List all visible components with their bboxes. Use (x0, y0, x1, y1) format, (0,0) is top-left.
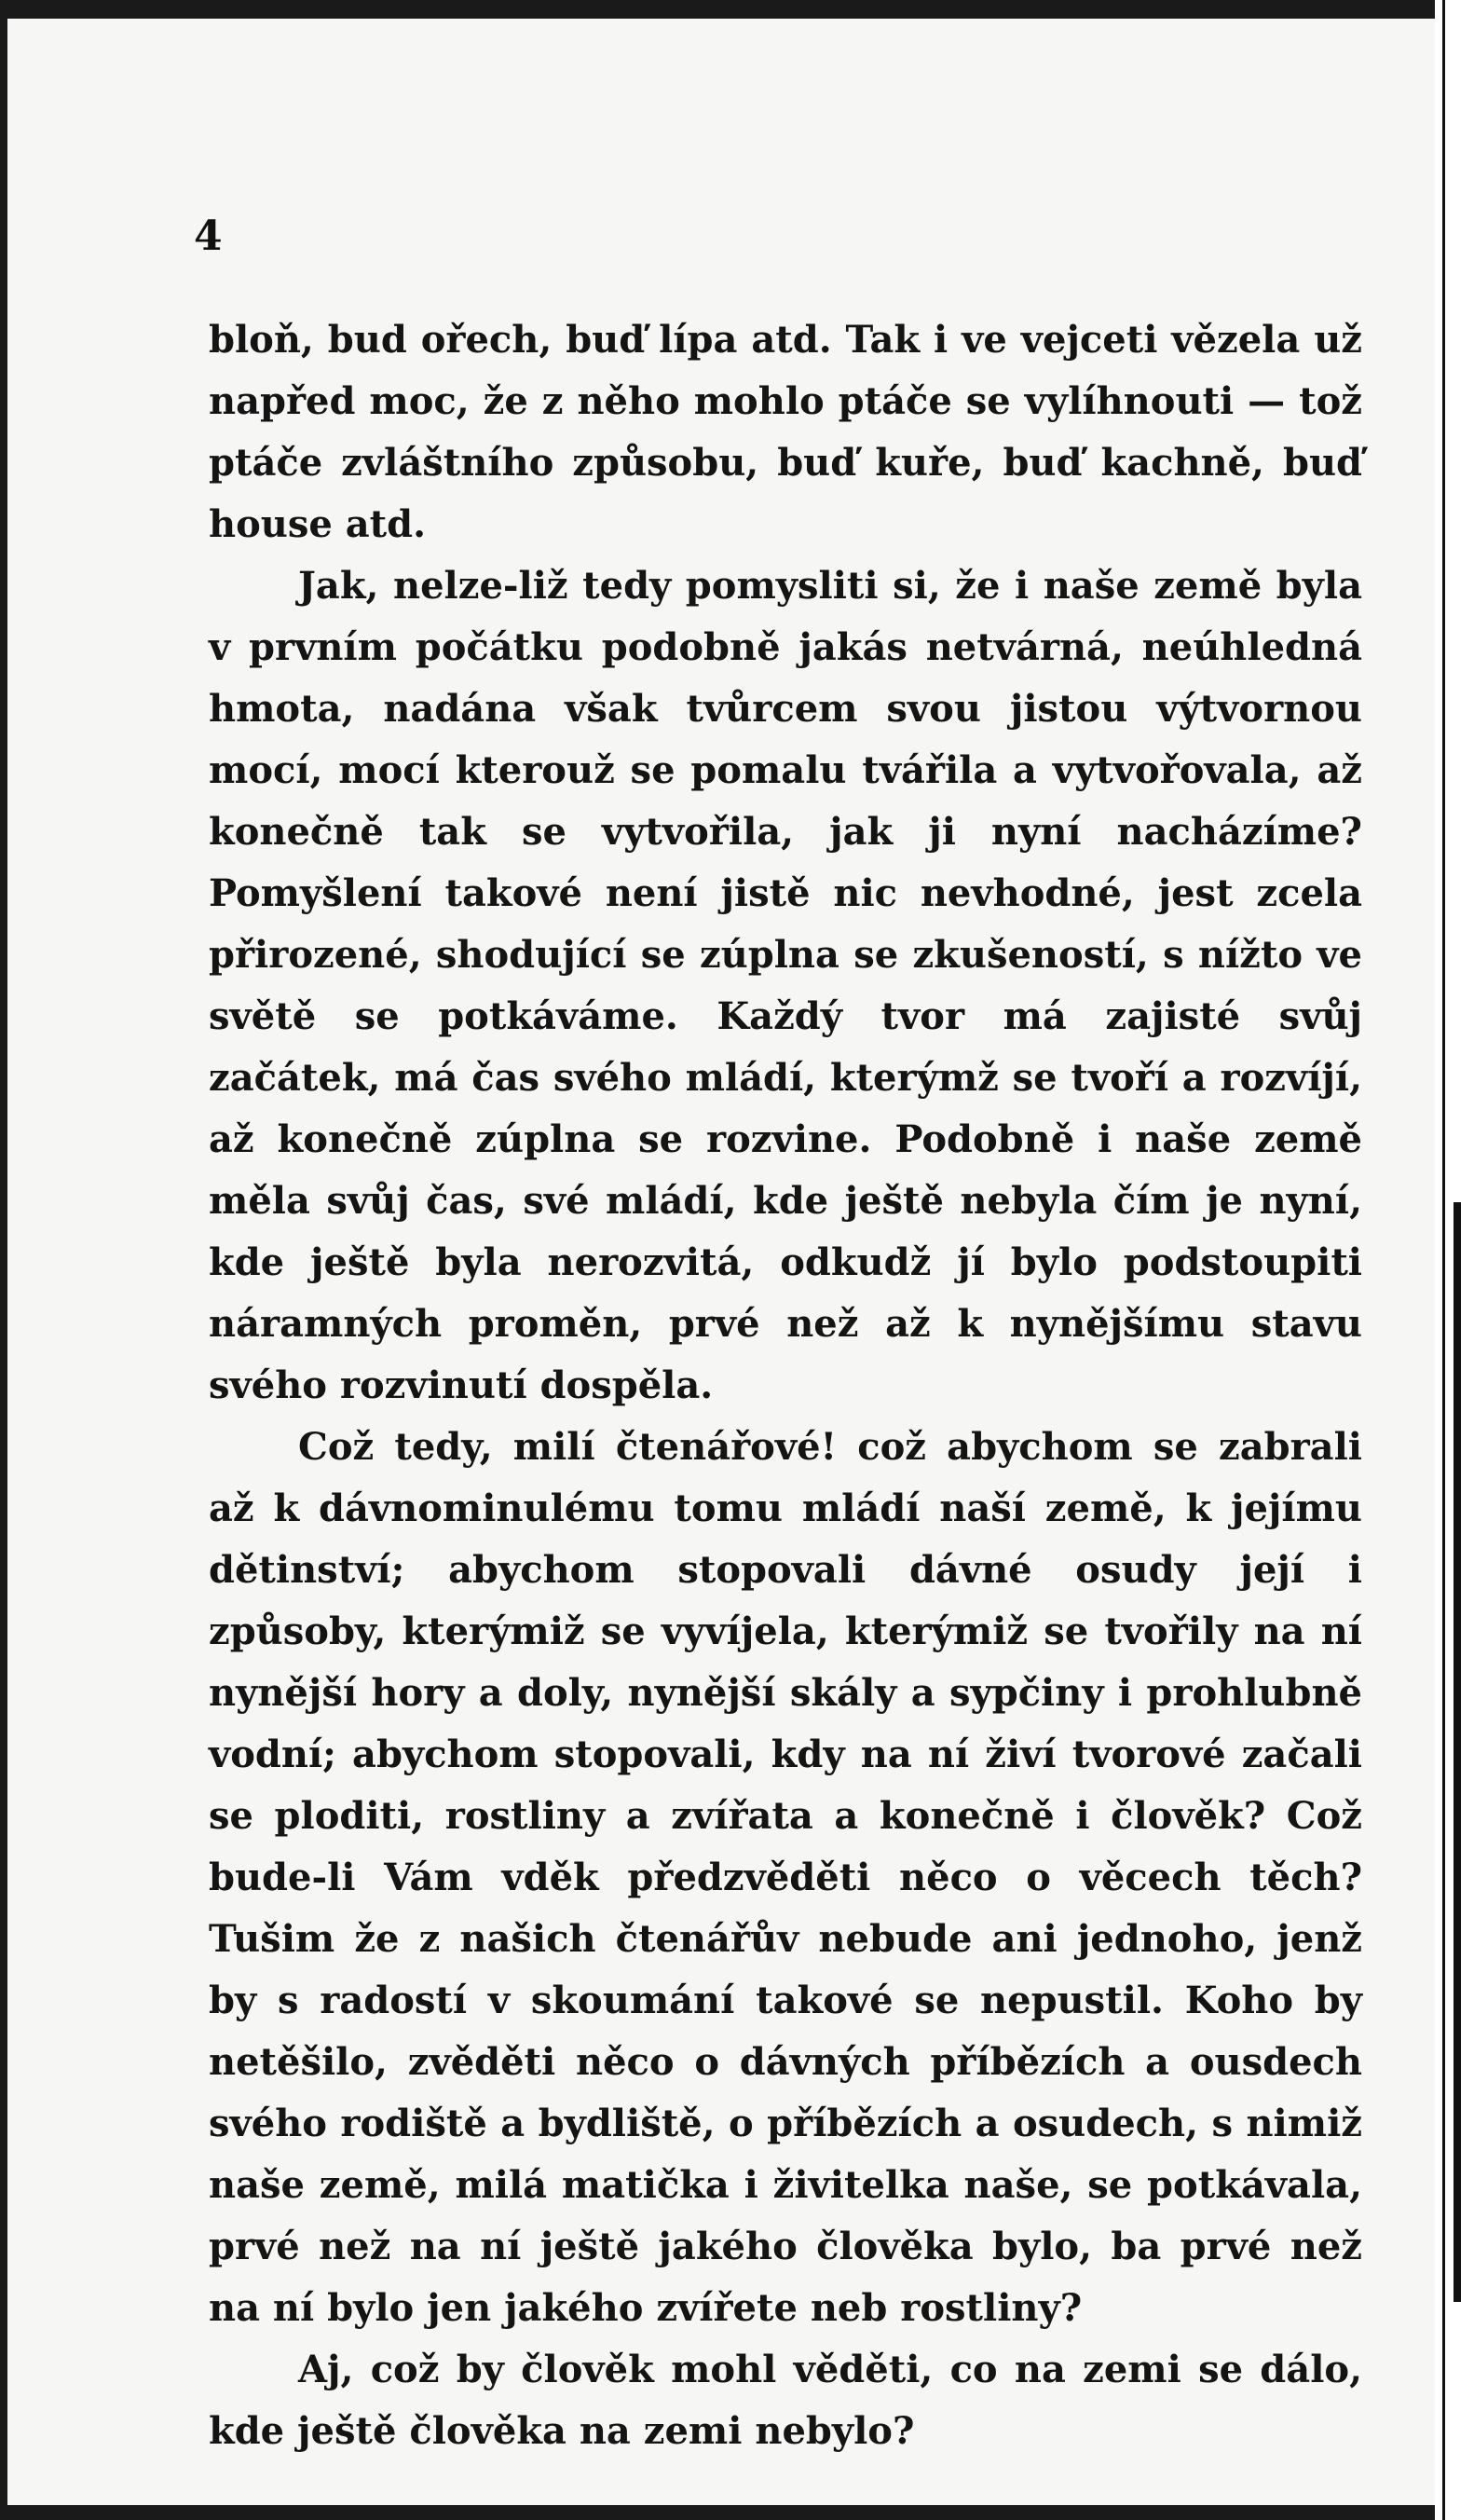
paragraph: Aj, což by člověk mohl věděti, co na zemi se dálo, kde ještě člověka na zemi nebylo? (209, 2348, 1362, 2453)
page-number: 4 (194, 212, 223, 260)
book-page (7, 19, 1435, 2505)
binding-shadow-lower (1454, 1202, 1461, 2302)
body-text (209, 309, 1362, 2462)
paragraph: bloň, bud ořech, buď lípa atd. Tak i ve vejceti vězela už napřed moc, že z něho mohlo ptáče se vylíhnouti — tož ptáče zvláštního způsobu, buď kuře, buď kachně, buď house atd. (209, 318, 1362, 546)
paragraph: Jak, nelze-liž tedy pomysliti si, že i naše země byla v prvním počátku podobně jakás netvárná, neúhledná hmota, nadána však tvůrcem svou jistou výtvornou mocí, mocí kterouž se pomalu tvářila a vytvořovala, až konečně tak se vytvořila, jak ji nyní nacházíme? Pomyšlení takové není jistě nic nevhodné, jest zcela přirozené, shodující se zúplna se zkušeností, s nížto ve světě se potkáváme. Každý tvor má zajisté svůj začátek, má čas svého mládí, kterýmž se tvoří a rozvíjí, až konečně zúplna se rozvine. Podobně i naše země měla svůj čas, své mládí, kde ještě nebyla čím je nyní, kde ještě byla nerozvitá, odkudž jí bylo podstoupiti náramných proměn, prvé než až k nynějšímu stavu svého rozvinutí dospěla. (209, 564, 1362, 1407)
paragraph: Což tedy, milí čtenářové! což abychom se zabrali až k dávnominulému tomu mládí naší země, k jejímu dětinství; abychom stopovali dávné osudy její i způsoby, kterýmiž se vyvíjela, kterýmiž se tvořily na ní nynější hory a doly, nynější skály a sypčiny i prohlubně vodní; abychom stopovali, kdy na ní živí tvorové začali se ploditi, rostliny a zvířata a konečně i člověk? Což bude-li Vám vděk předzvěděti něco o věcech těch? Tušim že z našich čtenářův nebude ani jednoho, jenž by s radostí v skoumání takové se nepustil. Koho by netěšilo, zvěděti něco o dávných příbězích a ousdech svého rodiště a bydliště, o příbězích a osudech, s nimiž naše země, milá matička i živitelka naše, se potkávala, prvé než na ní ještě jakého člověka bylo, ba prvé než na ní bylo jen jakého zvířete neb rostliny? (209, 1425, 1362, 2330)
binding-shadow (1442, 0, 1445, 2520)
